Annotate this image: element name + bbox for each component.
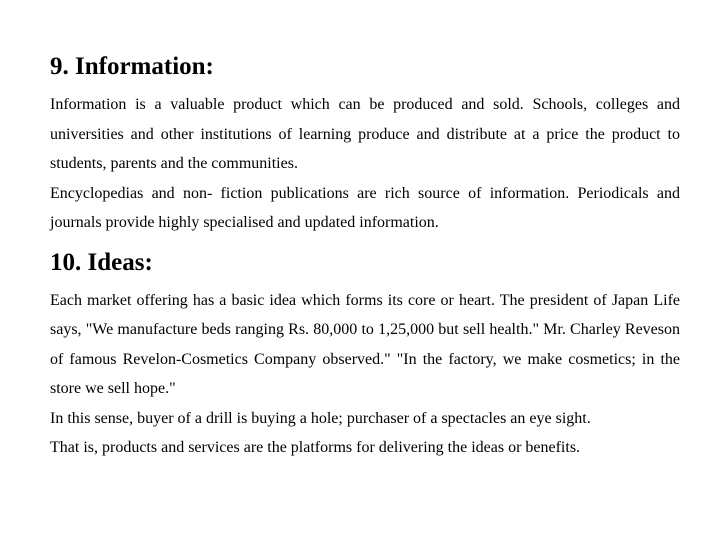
paragraph-ideas-3: That is, products and services are the platforms for delivering the ideas or benefits.	[50, 439, 581, 456]
slide-content	[50, 52, 680, 463]
paragraph-information-1: Information is a valuable product which can be produced and sold. Schools, colleges and universities and other institutions of learning produce and distribute at a price the product to students, parents and the communities.	[50, 96, 680, 172]
section-heading-information: 9. Information:	[50, 53, 214, 80]
section-heading-ideas: 10. Ideas:	[50, 248, 153, 276]
paragraph-ideas-1: Each market offering has a basic idea which forms its core or heart. The president of Japan Life says, "We manufacture beds ranging Rs. 80,000 to 1,25,000 but sell health." Mr. Charley Reveson of famous Revelon-Cosmetics Company observed." "In the factory, we make cosmetics; in the store we sell hope."	[50, 291, 680, 397]
paragraph-information-2: Encyclopedias and non- fiction publications are rich source of information. Periodicals and journals provide highly specialised and updated information.	[50, 184, 680, 231]
paragraph-ideas-2: In this sense, buyer of a drill is buying a hole; purchaser of a spectacles an eye sight.	[50, 409, 591, 427]
